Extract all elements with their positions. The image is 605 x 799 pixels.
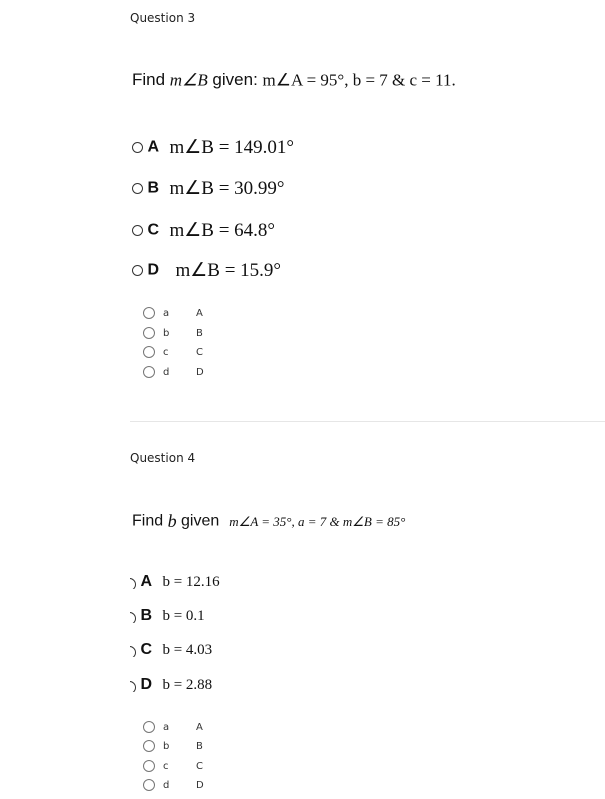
prompt-target: b	[167, 511, 177, 531]
option-image-b	[130, 607, 205, 625]
choice-caption: D	[196, 367, 204, 378]
radio-circle-icon	[132, 265, 143, 276]
prompt-givens: m∠A = 95°, b = 7 & c = 11.	[262, 70, 456, 90]
option-letter: D	[140, 676, 153, 693]
option-image-b	[132, 177, 285, 200]
prompt-target: m∠B	[169, 70, 208, 90]
choice-label: b	[163, 741, 170, 752]
prompt-mid: given	[176, 512, 220, 530]
option-image-d	[132, 259, 281, 282]
q4-radio-c[interactable]	[143, 760, 155, 772]
radio-circle-icon	[130, 681, 136, 692]
option-expression: m∠B = 30.99°	[169, 178, 285, 199]
q4-radio-a[interactable]	[143, 721, 155, 733]
option-letter: B	[147, 179, 160, 197]
option-image-c	[132, 219, 275, 242]
choice-caption: B	[196, 328, 203, 339]
choice-label: d	[163, 367, 170, 378]
choice-label: b	[163, 328, 170, 339]
question-3-heading: Question 3	[130, 11, 196, 25]
option-expression: b = 4.03	[162, 641, 213, 658]
choice-caption: A	[196, 308, 203, 319]
choice-caption: B	[196, 741, 203, 752]
option-expression: m∠B = 64.8°	[169, 220, 276, 241]
option-letter: A	[140, 573, 153, 590]
choice-label: c	[163, 761, 169, 772]
radio-circle-icon	[130, 646, 136, 657]
choice-caption: C	[196, 761, 203, 772]
radio-circle-icon	[130, 578, 136, 589]
choice-label: a	[163, 308, 170, 319]
option-image-a	[130, 573, 220, 591]
option-image-a	[132, 136, 294, 159]
option-image-d	[130, 676, 212, 694]
option-image-c	[130, 641, 212, 659]
choice-label: a	[163, 722, 170, 733]
prompt-lead: Find	[132, 70, 170, 89]
choice-caption: C	[196, 347, 203, 358]
prompt-mid: given:	[207, 70, 263, 89]
question-divider	[130, 421, 605, 422]
prompt-lead: Find	[132, 512, 168, 530]
option-letter: C	[140, 641, 153, 658]
prompt-givens: m∠A = 35°, a = 7 & m∠B = 85°	[229, 513, 406, 529]
radio-circle-icon	[132, 142, 143, 153]
option-expression: m∠B = 15.9°	[175, 260, 282, 281]
option-expression: b = 2.88	[162, 676, 213, 693]
option-letter: A	[147, 138, 160, 156]
choice-caption: A	[196, 722, 203, 733]
question-4-prompt	[132, 511, 405, 532]
option-expression: m∠B = 149.01°	[169, 137, 295, 158]
radio-circle-icon	[132, 225, 143, 236]
q3-radio-b[interactable]	[143, 327, 155, 339]
q3-radio-c[interactable]	[143, 346, 155, 358]
q4-radio-d[interactable]	[143, 779, 155, 791]
choice-label: c	[163, 347, 169, 358]
radio-circle-icon	[132, 183, 143, 194]
question-3-prompt	[132, 70, 456, 91]
question-4-heading: Question 4	[130, 451, 196, 465]
option-letter: D	[147, 261, 160, 279]
q4-radio-b[interactable]	[143, 740, 155, 752]
option-expression: b = 12.16	[162, 573, 220, 590]
option-expression: b = 0.1	[162, 607, 205, 624]
option-letter: C	[147, 221, 160, 239]
radio-circle-icon	[130, 612, 136, 623]
option-letter: B	[140, 607, 153, 624]
choice-caption: D	[196, 780, 204, 791]
q3-radio-d[interactable]	[143, 366, 155, 378]
choice-label: d	[163, 780, 170, 791]
q3-radio-a[interactable]	[143, 307, 155, 319]
